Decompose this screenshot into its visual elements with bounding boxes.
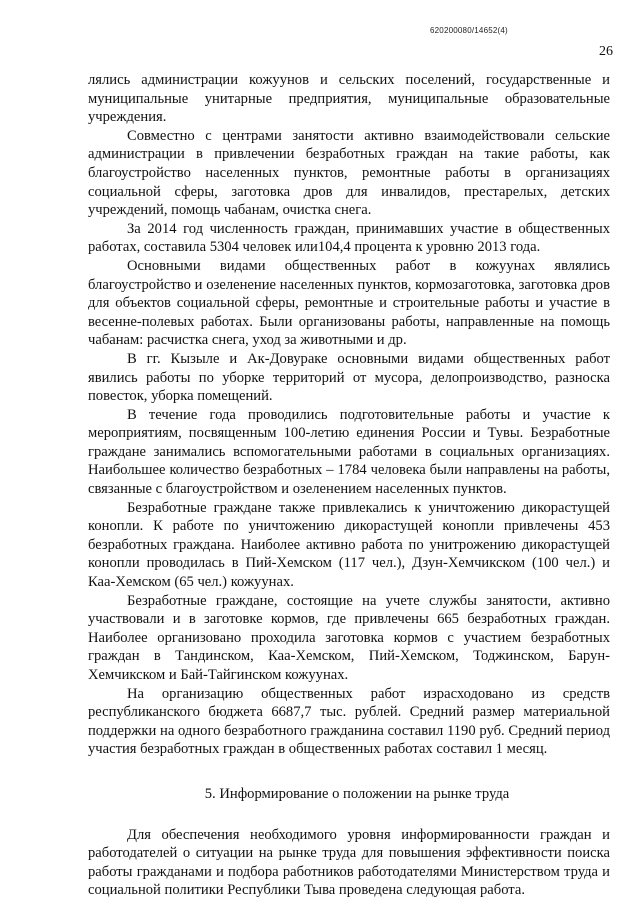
- paragraph: Совместно с центрами занятости активно взаимодействовали сельские администрации в привлечении безработных граждан на такие работы, как благоустройство населенных пунктов, ремонтные работы в организациях социальной сферы, заготовка дров для инвалидов, престарелых, детских учреждений, помощь чабанам, очистка снега.: [88, 127, 610, 219]
- paragraph: В течение года проводились подготовительные работы и участие к мероприятиям, посвященным 100-летию единения России и Тувы. Безработные граждане занимались вспомогательными работами в социальных организациях. Наибольшее количество безработных – 1784 человека были направлены на работы, связанные с благоустройством и озеленением населенных пунктов.: [88, 406, 610, 498]
- document-body: [88, 71, 610, 900]
- document-code: 620200080/14652(4): [430, 26, 508, 35]
- paragraph: Основными видами общественных работ в кожуунах являлись благоустройство и озеленение населенных пунктов, кормозаготовка, заготовка дров для объектов социальной сферы, ремонтные и строительные работы и участие в весенне-полевых работах. Были организованы работы, направленные на помощь чабанам: расчистка снега, уход за животными и др.: [88, 257, 610, 349]
- paragraph: лялись администрации кожуунов и сельских поселений, государственные и муниципальные унитарные предприятия, муниципальные образовательные учреждения.: [88, 72, 610, 126]
- section-paragraph: Для обеспечения необходимого уровня информированности граждан и работодателей о ситуации на рынке труда для повышения эффективности поиска работы гражданами и подбора работников работодателями Министерством труда и социальной политики Республики Тыва проведена следующая работа.: [88, 826, 610, 899]
- paragraph: Безработные граждане, состоящие на учете службы занятости, активно участвовали и в заготовке кормов, где привлечены 665 безработных граждан. Наиболее организовано проходила заготовка кормов с участием безработных граждан в Тандинском, Каа-Хемском, Пий-Хемском, Тоджинском, Барун-Хемчикском и Бай-Тайгинском кожуунах.: [88, 592, 610, 683]
- paragraph: Безработные граждане также привлекались к уничтожению дикорастущей конопли. К работе по уничтожению дикорастущей конопли привлечены 453 безработных граждана. Наиболее активно работа по унитрожению дикорастущей конопли проводилась в Пий-Хемском (117 чел.), Дзун-Хемчикском (100 чел.) и Каа-Хемском (65 чел.) кожуунах.: [88, 499, 610, 591]
- section-heading: 5. Информирование о положении на рынке труда: [204, 785, 510, 802]
- paragraph: На организацию общественных работ израсходовано из средств республиканского бюджета 6687,7 тыс. рублей. Средний размер материальной поддержки на одного безработного гражданина составил 1190 руб. Средний период участия безработных граждан в общественных работах составил 1 месяц.: [88, 685, 610, 758]
- paragraph: За 2014 год численность граждан, принимавших участие в общественных работах, составила 5304 человек или104,4 процента к уровню 2013 года.: [88, 220, 610, 256]
- paragraph: В гг. Кызыле и Ак-Довураке основными видами общественных работ явились работы по уборке территорий от мусора, делопроизводство, разноска повесток, уборка помещений.: [88, 350, 610, 405]
- page-number: 26: [599, 44, 613, 59]
